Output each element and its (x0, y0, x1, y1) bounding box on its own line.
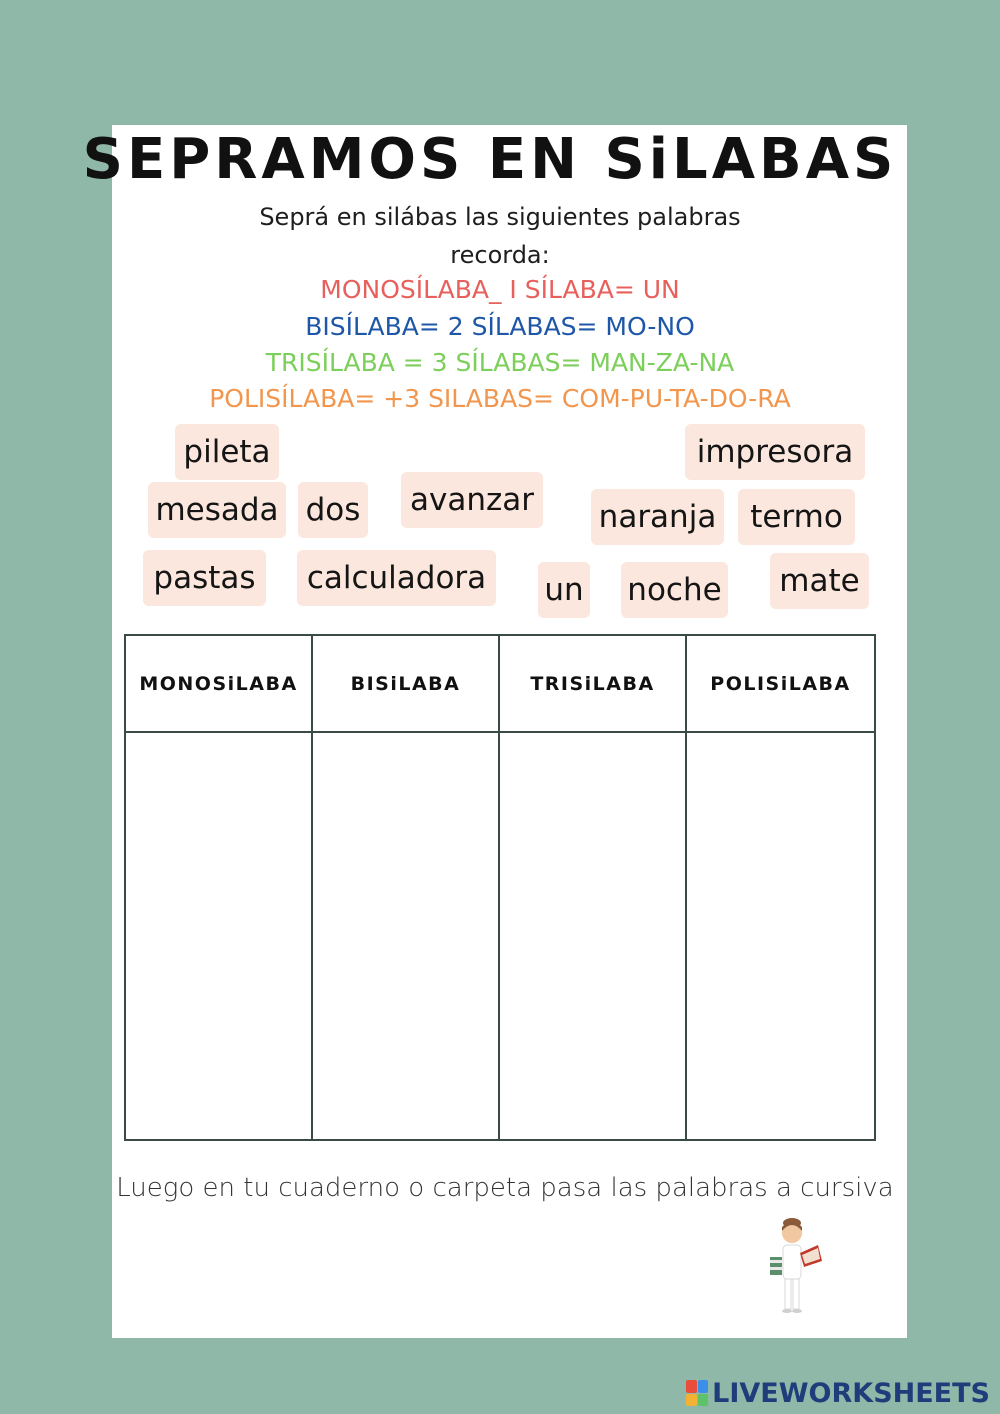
drop-zone-monosilaba[interactable] (126, 733, 313, 1139)
header-polisilaba: POLISiLABA (687, 636, 874, 733)
page-title: SEPRAMOS EN SiLABAS (82, 127, 898, 192)
syllable-table (124, 634, 876, 1141)
word-chip[interactable]: pileta (175, 424, 279, 480)
footer-instruction: Luego en tu cuaderno o carpeta pasa las palabras a cursiva (116, 1173, 894, 1203)
rule-monosilaba: MONOSÍLABA_ I SÍLABA= UN (320, 275, 680, 304)
word-chip[interactable]: mesada (148, 482, 286, 538)
brand-watermark (686, 1378, 990, 1408)
student-avatar-illustration (752, 1215, 832, 1315)
word-chip[interactable]: calculadora (297, 550, 496, 606)
rule-polisilaba: POLISÍLABA= +3 SILABAS= COM-PU-TA-DO-RA (209, 384, 791, 413)
header-trisilaba: TRISiLABA (500, 636, 687, 733)
word-chip[interactable]: pastas (143, 550, 266, 606)
rule-bisilaba: BISÍLABA= 2 SÍLABAS= MO-NO (305, 312, 695, 341)
word-chip[interactable]: avanzar (401, 472, 543, 528)
liveworksheets-logo-icon (686, 1380, 708, 1406)
drop-zone-trisilaba[interactable] (500, 733, 687, 1139)
brand-name: LIVEWORKSHEETS (712, 1377, 990, 1409)
instruction-recorda: recorda: (450, 241, 550, 269)
word-chip[interactable]: impresora (685, 424, 865, 480)
word-chip[interactable]: naranja (591, 489, 724, 545)
word-chip[interactable]: dos (298, 482, 368, 538)
header-monosilaba: MONOSiLABA (126, 636, 313, 733)
drop-zone-bisilaba[interactable] (313, 733, 500, 1139)
header-bisilaba: BISiLABA (313, 636, 500, 733)
word-chip[interactable]: un (538, 562, 590, 618)
rule-trisilaba: TRISÍLABA = 3 SÍLABAS= MAN-ZA-NA (265, 348, 735, 377)
drop-zone-polisilaba[interactable] (687, 733, 874, 1139)
instruction-line: Seprá en silábas las siguientes palabras (259, 203, 741, 231)
word-chip[interactable]: termo (738, 489, 855, 545)
word-chip[interactable]: noche (621, 562, 728, 618)
word-chip[interactable]: mate (770, 553, 869, 609)
